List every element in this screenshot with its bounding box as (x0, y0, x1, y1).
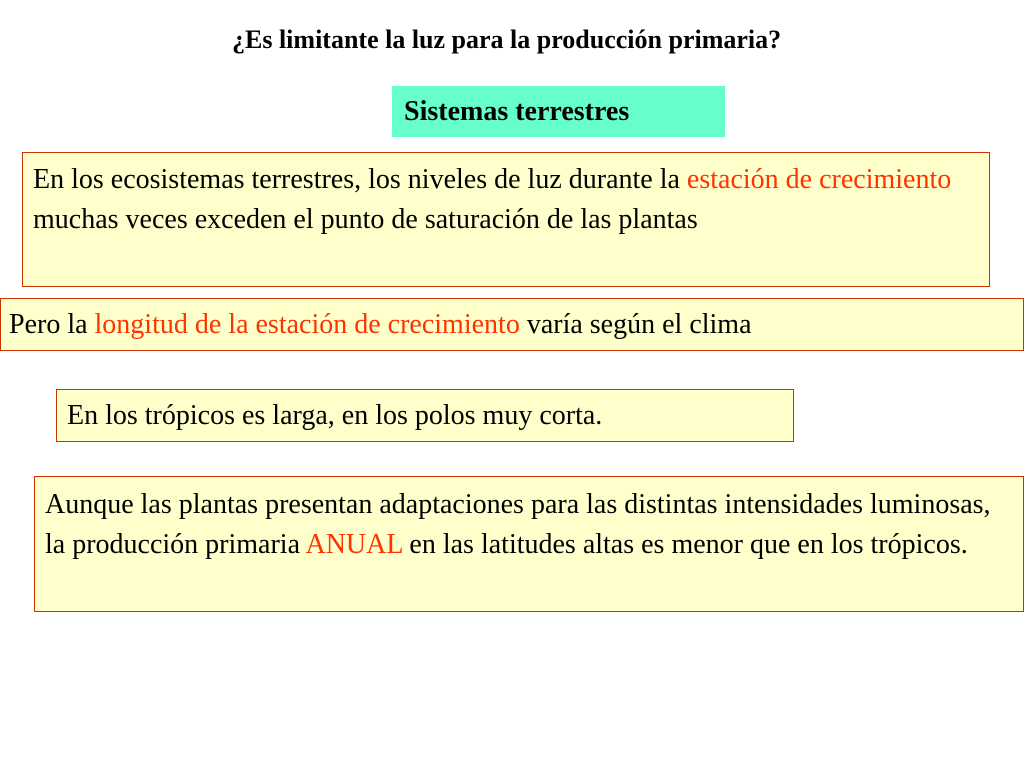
box2-highlight: longitud de la estación de crecimiento (94, 309, 520, 340)
text-box-annual-production (34, 476, 1024, 612)
box4-text-start: Aunque las plantas presentan adaptaciones para las distintas intensidades luminosas, la producción primaria (45, 489, 991, 560)
text-box-light-levels (22, 152, 990, 287)
box4-text-end: en las latitudes altas es menor que en los trópicos. (402, 529, 968, 560)
subtitle-banner (392, 86, 725, 137)
text-box-season-length (0, 298, 1024, 351)
subtitle-text: Sistemas terrestres (404, 96, 630, 127)
box1-highlight: estación de crecimiento (686, 164, 952, 195)
text-box-tropics-poles (56, 389, 794, 442)
slide-title: ¿Es limitante la luz para la producción primaria? (232, 25, 782, 54)
box2-text-start: Pero la (9, 309, 95, 340)
box3-text: En los trópicos es larga, en los polos muy corta. (67, 400, 603, 431)
box1-text-end: muchas veces exceden el punto de saturación de las plantas (33, 204, 698, 235)
box1-text-start: En los ecosistemas terrestres, los niveles de luz durante la (33, 164, 687, 195)
box2-text-end: varía según el clima (519, 309, 752, 340)
box4-highlight: ANUAL (305, 529, 403, 560)
